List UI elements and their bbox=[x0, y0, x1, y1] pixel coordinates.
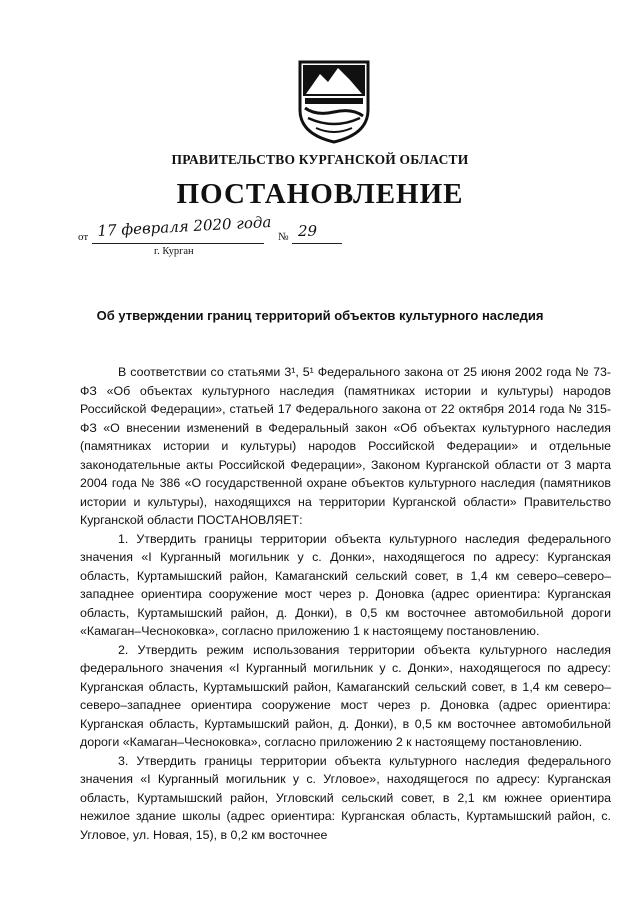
date-underline bbox=[92, 243, 264, 244]
document-body bbox=[80, 363, 611, 844]
clause-2-paragraph: 2. Утвердить режим использования территории объекта культурного наследия федерального значения «I Курганный могильник у с. Донки», находящегося по адресу: Курганская область, Куртамышский район, Камаганский сельский совет, в 1,4 км северо–северо–западнее ориентира сооружение мост через р. Доновка (адрес ориентира: Курганская область, Куртамышский район, д. Донки), в 0,5 км восточнее автомобильной дороги «Камаган–Чесноковка», согласно приложению 2 к настоящему постановлению. bbox=[80, 642, 611, 749]
handwritten-date: 17 февраля 2020 года bbox=[97, 212, 272, 240]
number-label: № bbox=[278, 231, 289, 243]
clause-1-paragraph: 1. Утвердить границы территории объекта культурного наследия федерального значения «I Курганный могильник у с. Донки», находящегося по адресу: Курганская область, Куртамышский район, Камаганский сельский совет, в 1,4 км северо–северо–западнее ориентира сооружение мост через р. Доновка (адрес ориентира: Курганская область, Куртамышский район, д. Донки), в 0,5 км восточнее автомобильной дороги «Камаган–Чесноковка», согласно приложению 1 к настоящему постановлению. bbox=[80, 531, 611, 638]
number-underline bbox=[292, 243, 342, 244]
coat-of-arms-emblem bbox=[296, 58, 372, 144]
date-number-row bbox=[78, 212, 358, 262]
preamble-paragraph: В соответствии со статьями 3¹, 5¹ Федерального закона от 25 июня 2002 года № 73-ФЗ «Об объектах культурного наследия (памятниках истории и культуры) народов Российской Федерации», статьей 17 Федерального закона от 22 октября 2014 года № 315-ФЗ «О внесении изменений в Федеральный закон «Об объектах культурного наследия (памятниках истории и культуры) народов Российской Федерации» и отдельные законодательные акты Российской Федерации», Законом Курганской области от 3 марта 2004 года № 386 «О государственной охране объектов культурного наследия (памятников истории и культуры), находящихся на территории Курганской области» Правительство Курганской области ПОСТАНОВЛЯЕТ: bbox=[80, 365, 611, 527]
government-title: ПРАВИТЕЛЬСТВО КУРГАНСКОЙ ОБЛАСТИ bbox=[171, 152, 469, 167]
document-type-title: ПОСТАНОВЛЕНИЕ bbox=[176, 178, 464, 210]
handwritten-number: 29 bbox=[298, 222, 318, 240]
city-label: г. Курган bbox=[154, 246, 194, 257]
clause-3-paragraph: 3. Утвердить границы территории объекта культурного наследия федерального значения «I Курганный могильник у с. Угловое», находящегося по адресу: Курганская область, Куртамышский район, Угловский сельский совет, в 2,1 км южнее ориентира нежилое здание школы (адрес ориентира: Курганская область, Куртамышский район, с. Угловое, ул. Новая, 15), в 0,2 км восточнее bbox=[80, 753, 611, 842]
document-subject: Об утверждении границ территорий объектов культурного наследия bbox=[96, 308, 544, 323]
date-label: от bbox=[78, 231, 89, 243]
